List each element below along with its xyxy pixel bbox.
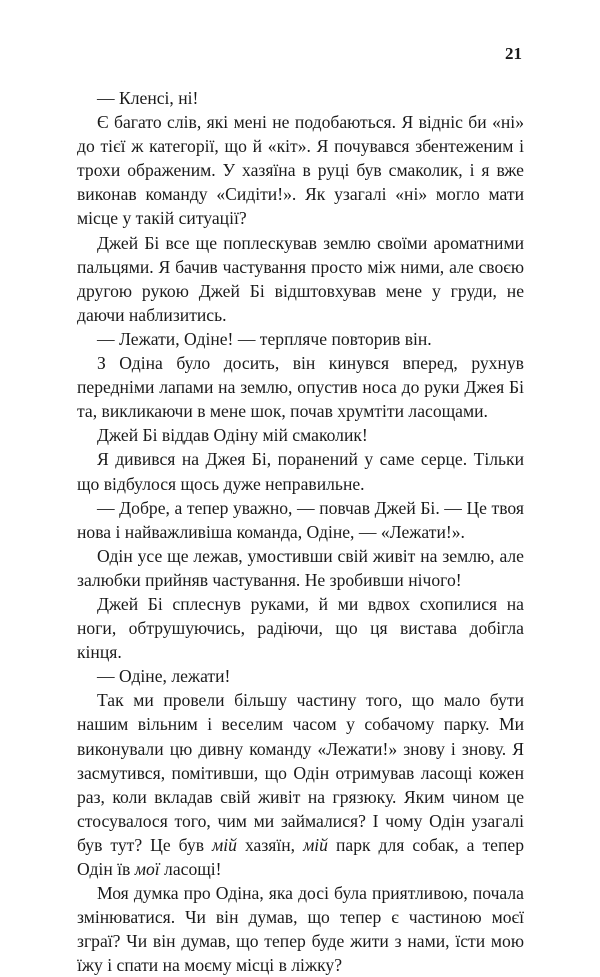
paragraph: — Лежати, Одіне! — терпляче повторив він. (97, 328, 432, 349)
text-run: Так ми провели більшу частину того, що мало бути нашим вільним і веселим часом у собачому парку. Ми виконували цю дивну команду «Лежати!» знову і знову. Я засмутився, помітивши, що Одін отримував ласощі кожен раз, коли вкладав свій живіт на грязюку. Яким чином це стосувалося того, чим ми займалися? І чому Одін узагалі був тут? Це був (77, 690, 524, 855)
text-run: парк для собак, а тепер Одін їв (77, 834, 524, 879)
paragraph: — Добре, а тепер уважно, — повчав Джей Бі. — Це твоя нова і найважливіша команда, Одіне, — «Лежати!». (77, 497, 524, 542)
emphasis: мій (212, 834, 237, 855)
paragraph: — Одіне, лежати! (97, 666, 231, 687)
paragraph: Джей Бі віддав Одіну мій смаколик! (97, 425, 368, 446)
paragraph: Одін усе ще лежав, умостивши свій живіт на землю, але залюбки прийняв частування. Не зробивши нічого! (77, 545, 524, 590)
text-run: хазяїн, (236, 834, 304, 855)
page-number: 21 (505, 44, 522, 63)
emphasis: мої (134, 859, 160, 879)
paragraph: Моя думка про Одіна, яка досі була приятливою, почала змінюватися. Чи він думав, що тепер є частиною моєї зграї? Чи він думав, що тепер буде жити з нами, їсти мою їжу і спати на моєму місці в ліжку? (77, 883, 524, 976)
paragraph: Я дивився на Джея Бі, поранений у саме серце. Тільки що відбулося щось дуже неправильне. (77, 449, 524, 494)
emphasis: мій (303, 834, 328, 855)
paragraph: Джей Бі все ще поплескував землю своїми ароматними пальцями. Я бачив частування просто між ними, але своєю другою рукою Джей Бі відштовхував мене у груди, не даючи наблизитись. (77, 232, 524, 325)
paragraph: — Кленсі, ні! (97, 88, 199, 108)
paragraph: З Одіна було досить, він кинувся вперед, рухнув передніми лапами на землю, опустив носа до руки Джея Бі та, викликаючи в мене шок, почав хрумтіти ласощами. (77, 353, 524, 422)
paragraph (77, 688, 524, 881)
body-text (77, 86, 524, 977)
text-run: ласощі! (159, 859, 222, 879)
paragraph: Є багато слів, які мені не подобаються. Я відніс би «ні» до тієї ж категорії, що й «кіт». Я почувався збентеженим і трохи ображеним. У хазяїна в руці був смаколик, і я вже виконав команду «Сидіти!». Як узагалі «ні» могло мати місце у такій ситуації? (77, 112, 524, 229)
paragraph: Джей Бі сплеснув руками, й ми вдвох схопилися на ноги, обтрушуючись, радіючи, що ця вистава добігла кінця. (77, 593, 524, 663)
